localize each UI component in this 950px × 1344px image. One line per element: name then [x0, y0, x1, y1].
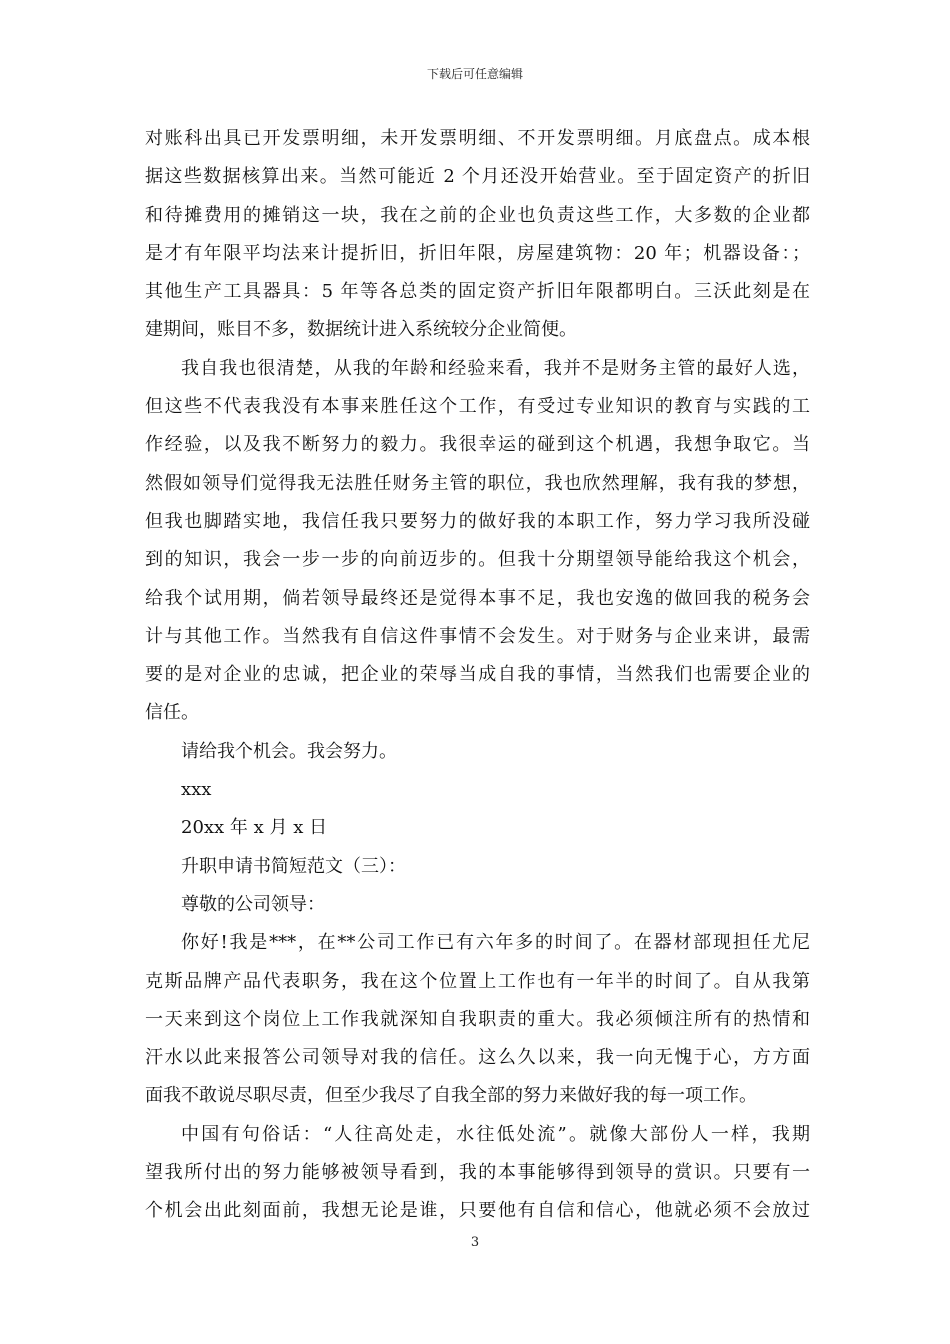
- text-line: 面我不敢说尽职尽责，但至少我尽了自我全部的努力来做好我的每一项工作。: [145, 1085, 757, 1107]
- signature-date: 20xx 年 x 月 x 日: [181, 817, 328, 839]
- text-line: 计与其他工作。当然我有自信这件事情不会发生。对于财务与企业来讲，最需: [145, 625, 810, 647]
- text-line: 然假如领导们觉得我无法胜任财务主管的职位，我也欣然理解，我有我的梦想，: [145, 472, 810, 494]
- text-line: 但这些不代表我没有本事来胜任这个工作，有受过专业知识的教育与实践的工: [145, 396, 810, 418]
- text-line: 其他生产工具器具：5 年等各总类的固定资产折旧年限都明白。三沃此刻是在: [145, 281, 810, 303]
- text-line: 但我也脚踏实地，我信任我只要努力的做好我的本职工作，努力学习我所没碰: [145, 510, 810, 532]
- section-title: 升职申请书简短范文（三）：: [181, 855, 406, 877]
- text-line: 作经验，以及我不断努力的毅力。我很幸运的碰到这个机遇，我想争取它。当: [145, 434, 810, 456]
- text-line: 克斯品牌产品代表职务，我在这个位置上工作也有一年半的时间了。自从我第: [145, 970, 810, 992]
- text-line: 据这些数据核算出来。当然可能近 2 个月还没开始营业。至于固定资产的折旧: [145, 166, 810, 188]
- text-line: 请给我个机会。我会努力。: [181, 740, 397, 762]
- text-line: 是才有年限平均法来计提折旧，折旧年限，房屋建筑物：20 年；机器设备：；: [145, 242, 810, 264]
- text-line: 到的知识，我会一步一步的向前迈步的。但我十分期望领导能给我这个机会，: [145, 549, 810, 571]
- signature-name: xxx: [181, 779, 212, 801]
- text-line: 望我所付出的努力能够被领导看到，我的本事能够得到领导的赏识。只要有一: [145, 1162, 810, 1184]
- page-number: 3: [470, 1235, 480, 1250]
- text-line: 我自我也很清楚，从我的年龄和经验来看，我并不是财务主管的最好人选，: [181, 357, 810, 379]
- document-body: [145, 120, 810, 1231]
- salutation: 尊敬的公司领导：: [181, 893, 325, 915]
- page-header: 下载后可任意编辑: [426, 67, 523, 81]
- text-line: 信任。: [145, 702, 199, 724]
- text-line: 你好!我是***，在**公司工作已有六年多的时间了。在器材部现担任尤尼: [181, 932, 810, 954]
- text-line: 建期间，账目不多，数据统计进入系统较分企业简便。: [145, 319, 577, 341]
- text-line: 个机会出此刻面前，我想无论是谁，只要他有自信和信心，他就必须不会放过: [145, 1200, 810, 1222]
- text-line: 和待摊费用的摊销这一块，我在之前的企业也负责这些工作，大多数的企业都: [145, 204, 810, 226]
- text-line: 一天来到这个岗位上工作我就深知自我职责的重大。我必须倾注所有的热情和: [145, 1008, 810, 1030]
- text-line: 要的是对企业的忠诚，把企业的荣辱当成自我的事情，当然我们也需要企业的: [145, 664, 810, 686]
- text-line: 给我个试用期，倘若领导最终还是觉得本事不足，我也安逸的做回我的税务会: [145, 587, 810, 609]
- text-line: 中国有句俗话：“人往高处走，水往低处流”。就像大部份人一样，我期: [181, 1123, 810, 1145]
- text-line: 汗水以此来报答公司领导对我的信任。这么久以来，我一向无愧于心，方方面: [145, 1047, 810, 1069]
- text-line: 对账科出具已开发票明细，未开发票明细、不开发票明细。月底盘点。成本根: [145, 128, 810, 149]
